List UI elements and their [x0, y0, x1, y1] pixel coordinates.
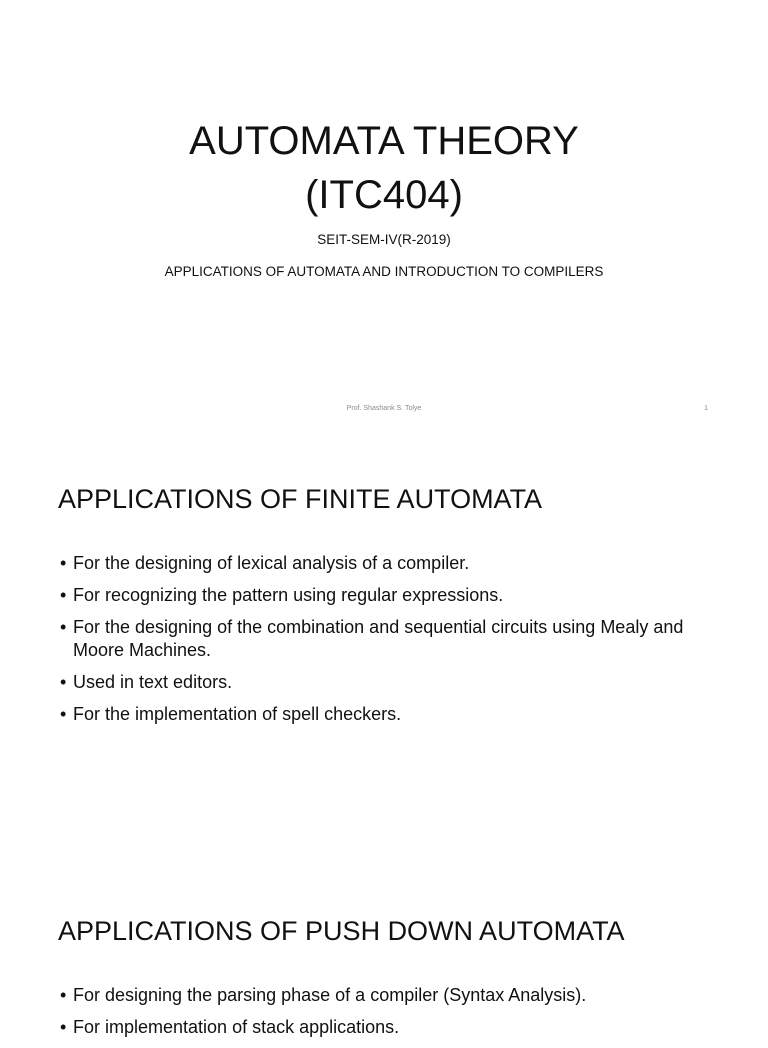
push-down-automata-slide [0, 864, 768, 1037]
list-item [60, 984, 720, 1007]
bullet-list [60, 984, 720, 1048]
bullet-dot: • [60, 1017, 67, 1037]
slide-title [0, 114, 768, 222]
list-item [60, 552, 720, 575]
bullet-text: For implementation of stack applications. [73, 1017, 400, 1037]
list-item [60, 671, 720, 694]
title-line-2: (ITC404) [305, 173, 463, 217]
list-item [60, 703, 720, 726]
bullet-list [60, 552, 720, 735]
bullet-text: Used in text editors. [73, 672, 233, 692]
bullet-dot: • [60, 553, 67, 573]
list-item [60, 584, 720, 607]
bullet-text: For designing the parsing phase of a compiler (Syntax Analysis). [73, 985, 587, 1005]
list-item [60, 1016, 720, 1039]
title-line-1: AUTOMATA THEORY [189, 119, 579, 163]
bullet-text: For recognizing the pattern using regular expressions. [73, 585, 504, 605]
footer-author: Prof. Shashank S. Tolye [346, 405, 422, 412]
bullet-dot: • [60, 704, 67, 724]
bullet-dot: • [60, 985, 67, 1005]
slide-heading: APPLICATIONS OF FINITE AUTOMATA [58, 484, 543, 514]
subtitle-line-2: APPLICATIONS OF AUTOMATA AND INTRODUCTION TO COMPILERS [164, 264, 604, 279]
bullet-dot: • [60, 672, 67, 692]
bullet-text: For the designing of lexical analysis of a compiler. [73, 553, 470, 573]
slide-heading: APPLICATIONS OF PUSH DOWN AUTOMATA [58, 916, 625, 946]
slide-subtitle [0, 228, 768, 292]
bullet-dot: • [60, 617, 67, 637]
list-item [60, 616, 720, 662]
subtitle-line-1: SEIT-SEM-IV(R-2019) [317, 232, 451, 247]
bullet-text: For the implementation of spell checkers. [73, 704, 402, 724]
finite-automata-slide [0, 432, 768, 864]
page-number: 1 [704, 405, 708, 412]
bullet-text: For the designing of the combination and sequential circuits using Mealy and Moore Machines. [73, 617, 684, 660]
title-slide [0, 0, 768, 432]
bullet-dot: • [60, 585, 67, 605]
